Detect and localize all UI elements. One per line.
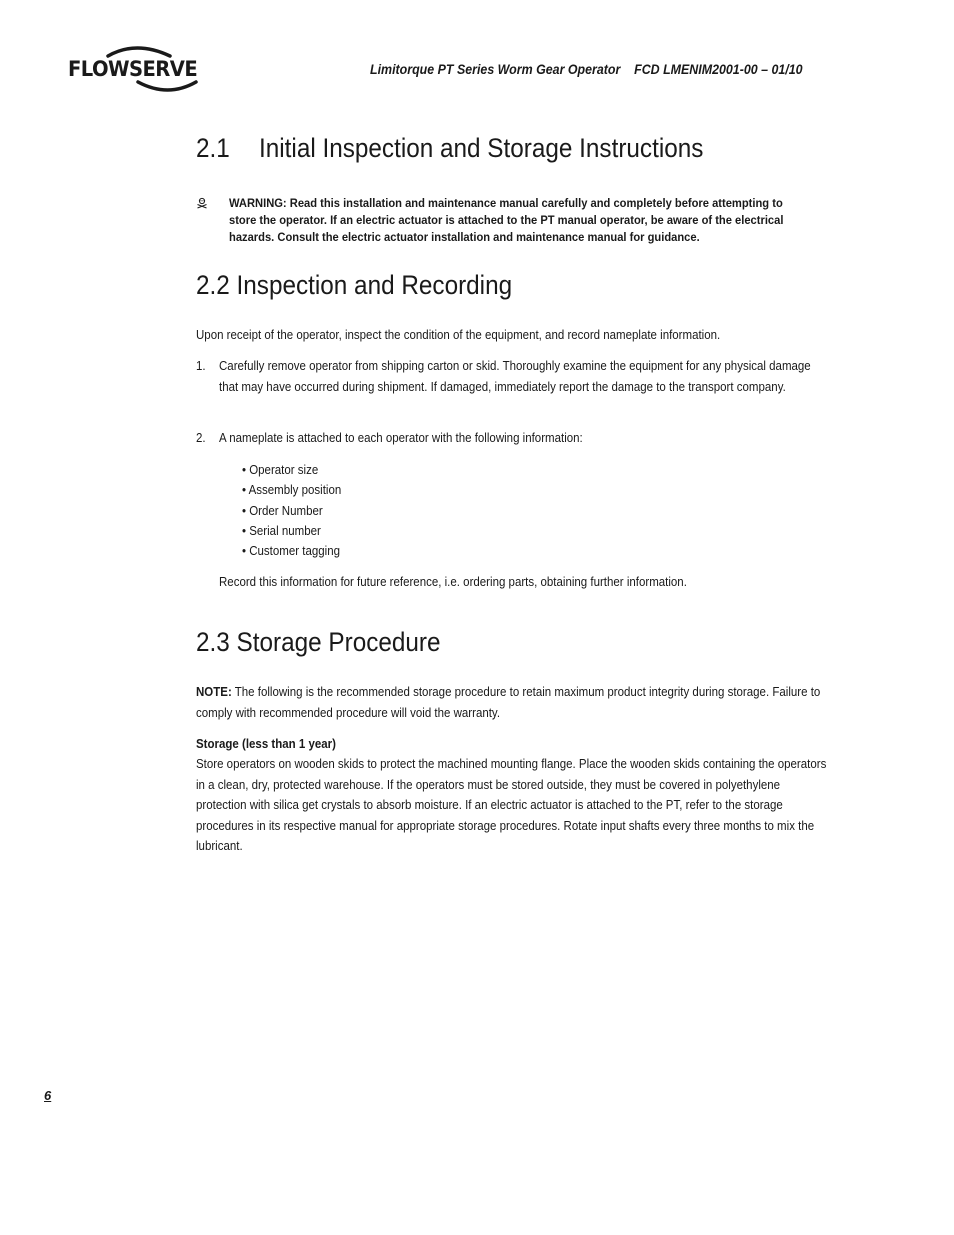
section-2-2-heading: 2.2 Inspection and Recording <box>196 270 513 300</box>
list-item: • Customer tagging <box>242 544 340 559</box>
list-item: • Assembly position <box>242 483 342 498</box>
note-paragraph <box>196 682 831 723</box>
list-item: • Serial number <box>242 523 321 538</box>
list-item: • Order Number <box>242 503 323 518</box>
section-2-1-heading <box>196 133 703 164</box>
skull-crossbones-icon <box>196 197 208 209</box>
list-number-2: 2. <box>196 431 206 445</box>
list-item-1: Carefully remove operator from shipping carton or skid. Thoroughly examine the equipment for any physical damage that may have occurred during shipment. If damaged, immediately report the damage to the transport company. <box>219 359 811 394</box>
page-number: 6 <box>44 1088 52 1103</box>
flowserve-logo <box>68 44 208 96</box>
document-header-title: Limitorque PT Series Worm Gear Operator FCD LMENIM2001-00 – 01/10 <box>370 62 803 77</box>
nameplate-bullet-list <box>242 460 350 561</box>
note-text: The following is the recommended storage procedure to retain maximum product integrity during storage. Failure to comply with recommended procedure will void the warranty. <box>196 685 821 720</box>
warning-text: WARNING: Read this installation and maintenance manual carefully and completely before attempting to store the operator. If an electric actuator is attached to the PT manual operator, be aware of the electrical hazards. Consult the electric actuator installation and maintenance manual for guidance. <box>229 196 784 244</box>
section-title: Initial Inspection and Storage Instructions <box>259 133 704 163</box>
note-label: NOTE: <box>196 685 232 699</box>
record-note: Record this information for future reference, i.e. ordering parts, obtaining further information. <box>219 575 687 589</box>
list-item-2: A nameplate is attached to each operator with the following information: <box>219 431 583 445</box>
section-number: 2.1 <box>196 133 230 163</box>
list-item: • Operator size <box>242 463 319 477</box>
storage-heading: Storage (less than 1 year) <box>196 737 336 751</box>
intro-paragraph: Upon receipt of the operator, inspect the condition of the equipment, and record nameplate information. <box>196 328 721 342</box>
list-number-1: 1. <box>196 359 206 373</box>
storage-paragraph: Store operators on wooden skids to protect the machined mounting flange. Place the wooden skids containing the operators in a clean, dry, protected warehouse. If the operators must be stored outside, they must be covered in polyethylene protection with silica get crystals to absorb moisture. If an electric actuator is attached to the PT, refer to the storage procedures in its respective manual for appropriate storage procedures. Rotate input shafts every three months to mix the lubricant. <box>196 757 827 853</box>
section-2-3-heading: 2.3 Storage Procedure <box>196 627 441 657</box>
logo-text: FLOWSERVE <box>68 57 198 81</box>
